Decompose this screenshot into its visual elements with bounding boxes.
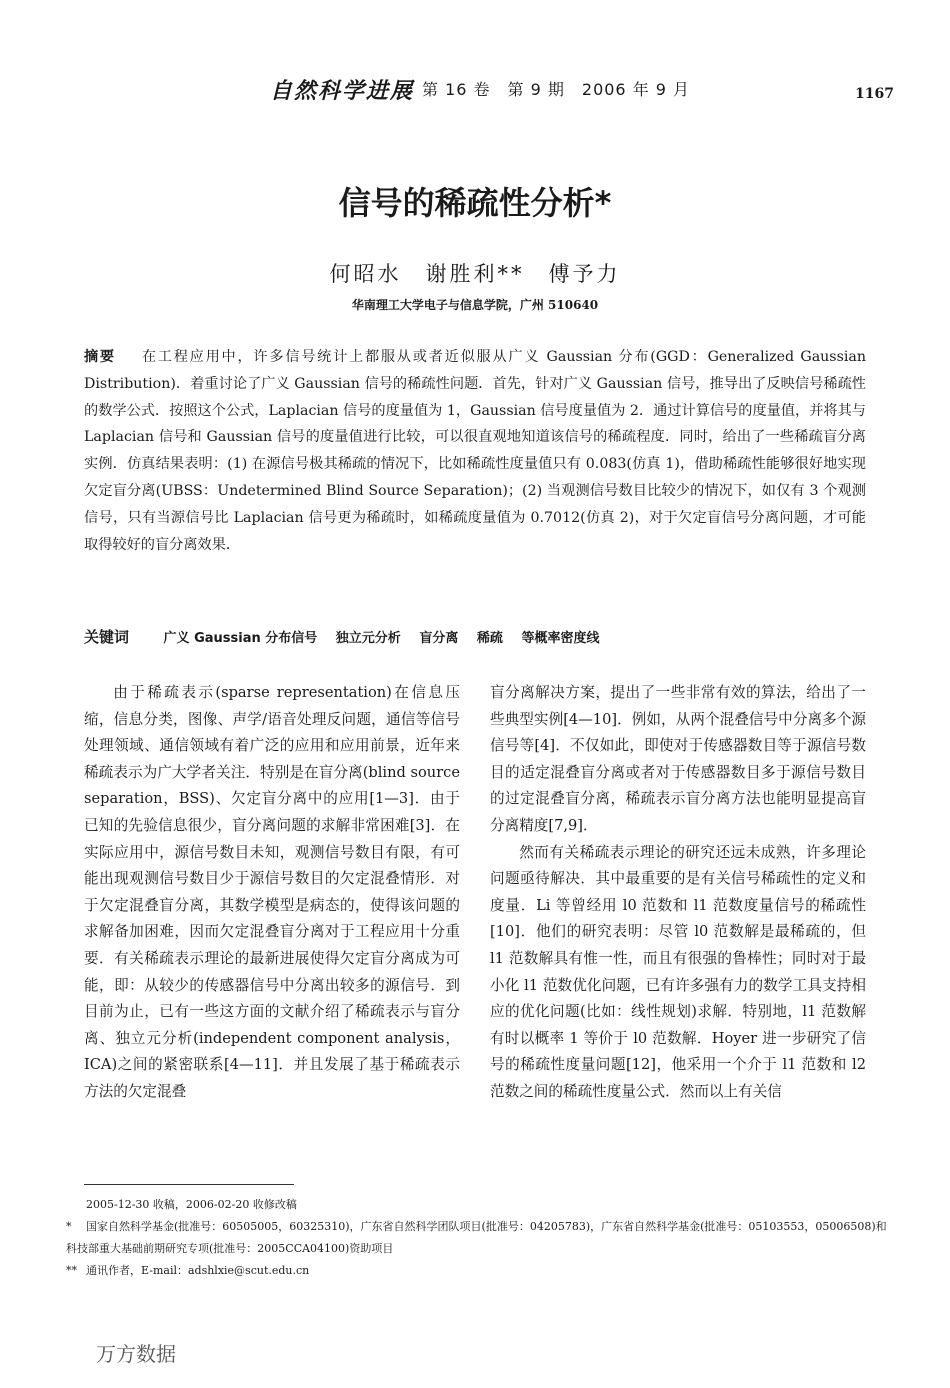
running-header bbox=[270, 74, 910, 104]
keywords bbox=[84, 626, 866, 647]
body-paragraph: 然而有关稀疏表示理论的研究还远未成熟，许多理论问题亟待解决．其中最重要的是有关信号稀疏性的定义和度量．Li 等曾经用 l0 范数和 l1 范数度量信号的稀疏性[10]．他们的研究表明：尽管 l0 范数解是最稀疏的，但 l1 范数解具有惟一性，而且有很强的鲁棒性；同时对于最小化 l1 范数优化问题，已有许多强有力的数学工具支持相应的优化问题(比如：线性规划)求解．特别地，l1 范数解有时以概率 1 等价于 l0 范数解．Hoyer 进一步研究了信号的稀疏性度量问题[12]，他采用一个介于 l1 范数和 l2 范数之间的稀疏性度量公式．然而以上有关信 bbox=[490, 843, 866, 1100]
keywords-label: 关键词 bbox=[84, 628, 130, 646]
page-number: 1167 bbox=[855, 86, 894, 102]
body-paragraph: 由于稀疏表示(sparse representation)在信息压缩，信息分类，图像、声学/语音处理反问题，通信等信号处理领域、通信领域有着广泛的应用和应用前景，近年来稀疏表示为广大学者关注．特别是在盲分离(blind source separation，BSS)、欠定盲分离中的应用[1—3]．由于已知的先验信息很少，盲分离问题的求解非常困难[3]．在实际应用中，源信号数目未知，观测信号数目有限，有可能出现观测信号数目少于源信号数目的欠定混叠情形．对于欠定混叠盲分离，其数学模型是病态的，使得该问题的求解备加困难，因而欠定混叠盲分离对于工程应用十分重要．有关稀疏表示理论的最新进展使得欠定盲分离成为可能，即：从较少的传感器信号中分离出较多的源信号．到目前为止，已有一些这方面的文献介绍了稀疏表示与盲分离、独立元分析(independent component analysis，ICA)之间的紧密联系[4—11]．并且发展了基于稀疏表示方法的欠定混叠 bbox=[84, 684, 460, 1100]
footnote-mark: ** bbox=[66, 1264, 77, 1277]
received-date: 2005-12-30 收稿，2006-02-20 收修改稿 bbox=[86, 1198, 297, 1211]
body-paragraph: 盲分离解决方案，提出了一些非常有效的算法，给出了一些典型实例[4—10]．例如，从两个混叠信号中分离多个源信号等[4]．不仅如此，即使对于传感器数目等于源信号数目的适定混叠盲分离或者对于传感器数目多于源信号数目的过定混叠盲分离，稀疏表示盲分离方法也能明显提高盲分离精度[7,9]． bbox=[490, 684, 866, 834]
body-column-left bbox=[84, 680, 460, 1106]
issue-info: 第 16 卷 第 9 期 2006 年 9 月 bbox=[422, 80, 691, 99]
affiliation: 华南理工大学电子与信息学院，广州 510640 bbox=[351, 298, 599, 312]
watermark: 万方数据 bbox=[96, 1342, 176, 1366]
authors: 何昭水 谢胜利** 傅予力 bbox=[329, 262, 621, 286]
journal-logo: 自然科学进展 bbox=[270, 78, 415, 104]
keyword: 广义 Gaussian 分布信号 bbox=[163, 631, 318, 646]
abstract-text: 在工程应用中，许多信号统计上都服从或者近似服从广义 Gaussian 分布(GGD：Generalized Gaussian Distribution)．着重讨论了广义 Gaussian 信号的稀疏性问题．首先，针对广义 Gaussian 信号，推导出了反映信号稀疏性的数学公式．按照这个公式，Laplacian 信号的度量值为 1，Gaussian 信号度量值为 2．通过计算信号的度量值，并将其与 Laplacian 信号和 Gaussian 信号的度量值进行比较，可以很直观地知道该信号的稀疏程度．同时，给出了一些稀疏盲分离实例．仿真结果表明：(1) 在源信号极其稀疏的情况下，比如稀疏性度量值只有 0.083(仿真 1)，借助稀疏性能够很好地实现欠定盲分离(UBSS：Undetermined Blind Source Separation)；(2) 当观测信号数目比较少的情况下，如仅有 3 个观测信号，只有当源信号比 Laplacian 信号更为稀疏时，如稀疏度量值为 0.7012(仿真 2)，对于欠定盲信号分离问题，才可能取得较好的盲分离效果． bbox=[84, 349, 866, 553]
footnote-divider bbox=[84, 1184, 294, 1185]
body-column-right bbox=[490, 680, 866, 1106]
keyword: 盲分离 bbox=[419, 631, 459, 646]
keyword: 独立元分析 bbox=[335, 631, 401, 646]
corresponding-author: ** 通讯作者，E-mail：adshlxie@scut.edu.cn bbox=[66, 1260, 896, 1282]
abstract-label: 摘要 bbox=[84, 349, 116, 365]
keyword: 等概率密度线 bbox=[521, 631, 600, 646]
footnotes bbox=[66, 1194, 896, 1282]
paper-title: 信号的稀疏性分析* bbox=[338, 184, 612, 222]
funding-note: * 国家自然科学基金(批准号：60505005，60325310)，广东省自然科学团队项目(批准号：04205783)，广东省自然科学基金(批准号：05103553，05006508)和科技部重大基础前期研究专项(批准号：2005CCA04100)资助项目 bbox=[66, 1216, 896, 1260]
keyword: 稀疏 bbox=[476, 631, 503, 646]
footnote-mark: * bbox=[66, 1220, 72, 1233]
abstract bbox=[84, 344, 866, 558]
